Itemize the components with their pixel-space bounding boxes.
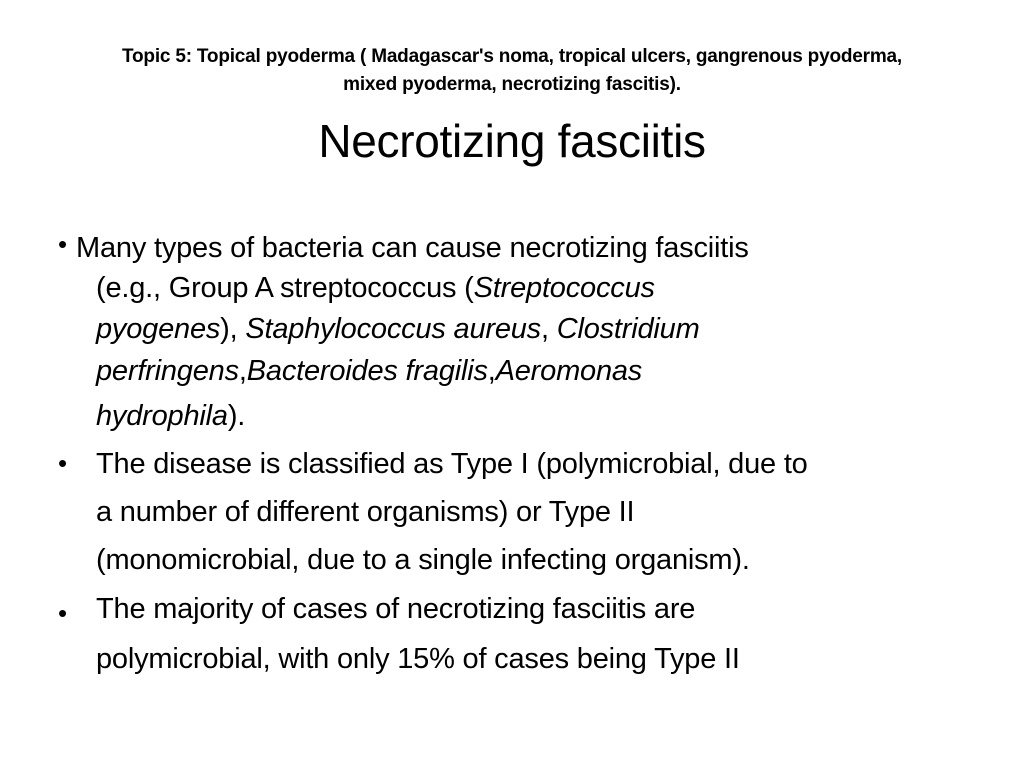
bullet-1-line-1 [76,228,749,268]
italic-text-run: hydrophila [96,400,228,432]
bullet-3-line-2 [96,643,740,676]
text-run: , [541,313,557,345]
bullet-2-line-2 [96,496,634,529]
italic-text-run: Clostridium [556,313,700,345]
italic-text-run: perfringens [96,355,239,387]
bullet-1-line-3 [96,309,700,349]
bullet-3-line-1 [96,593,695,626]
italic-text-run: Staphylococcus aureus [245,313,541,345]
topic-line-1: Topic 5: Topical pyoderma ( Madagascar's noma, tropical ulcers, gangrenous pyoderma, [122,46,902,67]
italic-text-run: Bacteroides fragilis [246,355,488,387]
italic-text-run: pyogenes [96,313,221,345]
text-run: (monomicrobial, due to a single infecting organism). [96,544,750,576]
bullet-2-line-1 [96,448,808,481]
italic-text-run: Streptococcus [473,272,655,304]
text-run: The disease is classified as Type I (polymicrobial, due to [96,448,808,480]
bullet-marker: • [58,448,67,478]
topic-line-2: mixed pyoderma, necrotizing fascitis). [343,74,681,95]
topic-heading [20,43,1004,99]
text-run: polymicrobial, with only 15% of cases being Type II [96,643,740,675]
bullet-marker: • [58,229,67,259]
bullet-1-line-4 [96,351,642,391]
bullet-1-line-5 [96,396,245,436]
italic-text-run: Aeromonas [495,355,643,387]
text-run: , [238,355,247,387]
text-run: ), [220,313,246,345]
text-run: (e.g., Group A streptococcus ( [96,272,474,304]
text-run: The majority of cases of necrotizing fasciitis are [96,593,696,625]
slide-title: Necrotizing fasciitis [318,115,706,167]
text-run: a number of different organisms) or Type II [96,496,635,528]
bullet-1-line-2 [96,268,655,308]
text-run: ). [227,400,246,432]
text-run: Many types of bacteria can cause necrotizing fasciitis [76,232,749,264]
bullet-marker: • [58,598,67,628]
bullet-2-line-3 [96,544,750,577]
text-run: , [487,355,496,387]
